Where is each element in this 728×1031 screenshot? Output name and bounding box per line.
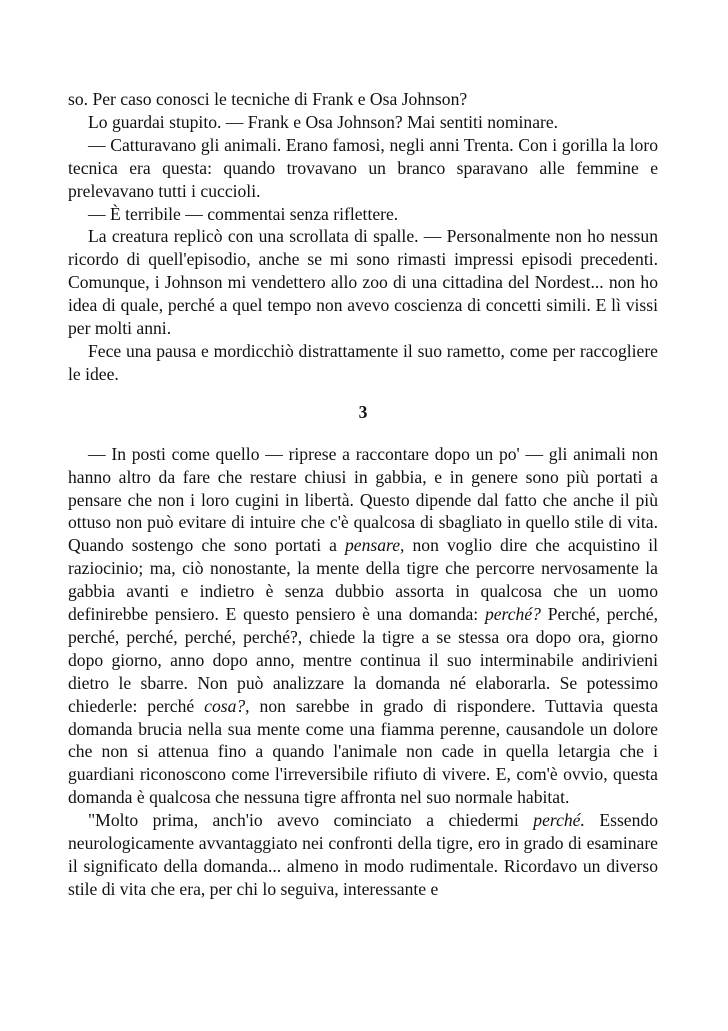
text-run: Fece una pausa e mordicchiò distrattamente il suo rametto, come per raccogliere le idee. xyxy=(68,340,658,384)
italic-text: pensare, xyxy=(345,535,405,556)
italic-text: cosa?, xyxy=(204,695,250,716)
text-run: — In posti come quello — riprese a raccontare dopo un po' — gli animali non hanno altro da fare che restare chiusi in gabbia, e in genere sono più portati a pensare che non i loro cugini in libertà. Questo dipende dal fatto che anche il più ottuso non può evitare di intuire che c'è qualcosa di sbagliato in quello stile di vita. Quando sostengo che sono portati a xyxy=(68,443,658,556)
text-run: so. Per caso conosci le tecniche di Frank e Osa Johnson? xyxy=(68,89,468,109)
paragraph xyxy=(68,340,658,386)
text-run: "Molto prima, anch'io avevo cominciato a chiedermi xyxy=(88,810,534,831)
chapter-number: 3 xyxy=(358,401,368,422)
italic-text: perché? xyxy=(484,604,541,625)
paragraph xyxy=(68,88,658,111)
text-run: — È terribile — commentai senza riflettere. xyxy=(88,203,399,224)
text-run: non voglio dire che acquistino il raziocinio; ma, ciò nonostante, la mente della tigre che percorre nervosamente la gabbia avanti e indietro è senza dubbio assorta in qualcosa che un uomo definirebbe pensiero. E questo pensiero è una domanda: xyxy=(68,535,658,625)
text-run: La creatura replicò con una scrollata di spalle. — Personalmente non ho nessun ricordo di quell'episodio, anche se mi sono rimasti impressi episodi precedenti. Comunque, i Johnson mi vendettero allo zoo di una cittadina del Nordest... non ho idea di quale, perché a quel tempo non avevo coscienza di concetti simili. E lì vissi per molti anni. xyxy=(68,226,658,339)
text-block-chapter-3 xyxy=(68,443,658,901)
paragraph xyxy=(68,809,658,901)
text-run: Essendo neurologicamente avvantaggiato nei confronti della tigre, ero in grado di esaminare il significato della domanda... almeno in modo rudimentale. Ricordavo un diverso stile di vita che era, per chi lo seguiva, interessante e xyxy=(68,810,658,899)
text-run: non sarebbe in grado di rispondere. Tuttavia questa domanda brucia nella sua mente come una fiamma perenne, causandole un dolore che non si attenua fino a quando l'animale non cade in quella letargia che i guardiani riconoscono come l'irreversibile rifiuto di vivere. E, com'è ovvio, questa domanda è qualcosa che nessuna tigre affronta nel suo normale habitat. xyxy=(68,695,659,808)
paragraph xyxy=(68,203,658,226)
paragraph xyxy=(68,111,658,134)
text-run: Lo guardai stupito. — Frank e Osa Johnson? Mai sentiti nominare. xyxy=(88,111,559,132)
paragraph xyxy=(68,443,658,810)
text-run: — Catturavano gli animali. Erano famosi, negli anni Trenta. Con i gorilla la loro tecnica era questa: quando trovavano un branco sparavano alle femmine e prelevavano tutti i cuccioli. xyxy=(68,134,658,201)
text-block-before-chapter xyxy=(68,88,658,386)
text-run: Perché, perché, perché, perché, perché, perché?, chiede la tigre a se stessa ora dopo ora, giorno dopo giorno, anno dopo anno, mentre continua il suo interminabile andirivieni dietro le sbarre. Non può analizzare la domanda né elaborarla. Se potessimo chiederle: perché xyxy=(68,604,659,716)
book-page xyxy=(68,88,658,901)
italic-text: perché. xyxy=(533,810,585,831)
paragraph xyxy=(68,134,658,203)
paragraph xyxy=(68,225,658,340)
